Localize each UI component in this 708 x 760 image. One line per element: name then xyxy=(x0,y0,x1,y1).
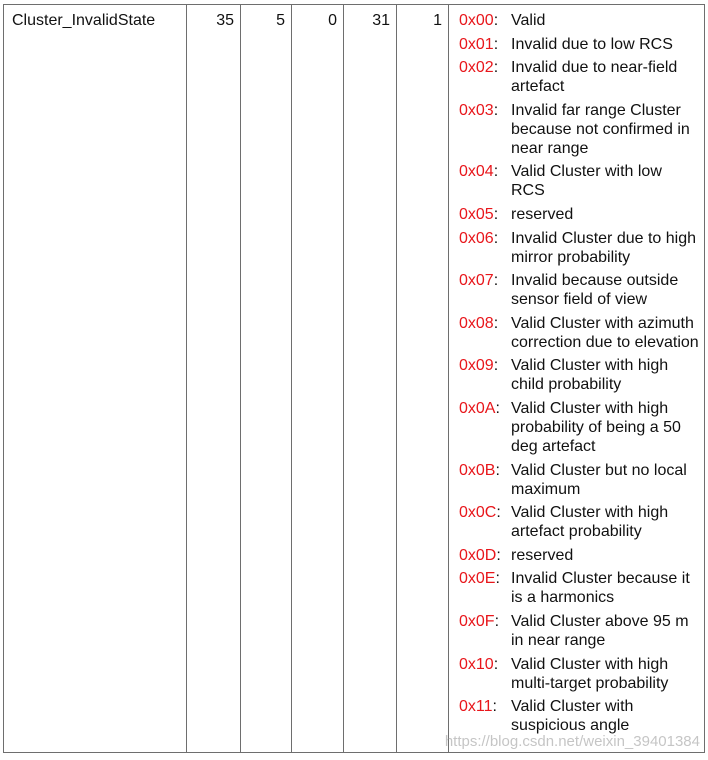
col-value-4: 31 xyxy=(344,5,397,753)
value-descriptions xyxy=(449,5,705,753)
value-desc: Invalid due to near-field artefact xyxy=(511,59,678,96)
value-entry: 0x03: Invalid far range Cluster because not confirmed in near range xyxy=(459,101,700,158)
value-desc: Valid Cluster above 95 m in near range xyxy=(511,612,689,649)
value-desc: Invalid because outside sensor field of view xyxy=(511,272,679,309)
value-entry: 0x0A: Valid Cluster with high probability of being a 50 deg artefact xyxy=(459,399,700,456)
value-entry: 0x06: Invalid Cluster due to high mirror probability xyxy=(459,229,700,267)
value-desc: Valid Cluster with suspicious angle xyxy=(511,698,634,735)
value-entry: 0x0D: reserved xyxy=(459,546,700,565)
value-entry: 0x02: Invalid due to near-field artefact xyxy=(459,58,700,96)
value-entry: 0x10: Valid Cluster with high multi-target probability xyxy=(459,655,700,693)
value-entry: 0x0B: Valid Cluster but no local maximum xyxy=(459,461,700,499)
col-value-2: 5 xyxy=(241,5,292,753)
value-desc: Valid xyxy=(511,12,546,29)
value-entry: 0x01: Invalid due to low RCS xyxy=(459,35,700,54)
col-value-1: 35 xyxy=(187,5,241,753)
value-desc: Invalid Cluster due to high mirror probability xyxy=(511,229,696,266)
col-value-5: 1 xyxy=(397,5,449,753)
value-entry: 0x0C: Valid Cluster with high artefact probability xyxy=(459,503,700,541)
value-code: 0x02 xyxy=(459,59,494,77)
value-code: 0x06 xyxy=(459,229,494,247)
value-desc: Valid Cluster with azimuth correction due to elevation xyxy=(511,314,699,351)
value-code: 0x0F xyxy=(459,612,495,630)
value-code: 0x0B xyxy=(459,461,496,479)
value-code: 0x0D xyxy=(459,546,497,564)
value-code: 0x03 xyxy=(459,101,494,119)
value-entry: 0x09: Valid Cluster with high child probability xyxy=(459,356,700,394)
value-desc: Valid Cluster with low RCS xyxy=(511,163,662,200)
value-code: 0x0E xyxy=(459,570,496,588)
value-entry: 0x00: Valid xyxy=(459,11,700,30)
table-row xyxy=(4,5,705,753)
value-code: 0x04 xyxy=(459,163,494,181)
value-code: 0x05 xyxy=(459,205,494,223)
value-entry: 0x04: Valid Cluster with low RCS xyxy=(459,162,700,200)
value-desc: Valid Cluster with high probability of being a 50 deg artefact xyxy=(511,399,681,455)
value-desc: reserved xyxy=(511,546,574,564)
value-code: 0x11 xyxy=(459,698,493,716)
signal-name: Cluster_InvalidState xyxy=(4,5,187,753)
value-code: 0x10 xyxy=(459,655,494,673)
value-desc: Valid Cluster with high artefact probability xyxy=(511,504,669,541)
value-entry: 0x0F: Valid Cluster above 95 m in near range xyxy=(459,612,700,650)
value-desc: Invalid Cluster because it is a harmonics xyxy=(511,570,690,607)
value-desc: Valid Cluster but no local maximum xyxy=(511,461,687,498)
value-code: 0x09 xyxy=(459,357,494,375)
signal-table xyxy=(3,4,705,753)
col-value-3: 0 xyxy=(292,5,344,753)
value-desc: Valid Cluster with high child probability xyxy=(511,357,669,394)
value-entry: 0x08: Valid Cluster with azimuth correction due to elevation xyxy=(459,314,699,351)
value-entry: 0x0E: Invalid Cluster because it is a harmonics xyxy=(459,569,700,607)
value-code: 0x01 xyxy=(459,35,494,53)
value-entry: 0x07: Invalid because outside sensor field of view xyxy=(459,271,700,309)
watermark: https://blog.csdn.net/weixin_39401384 xyxy=(444,733,700,750)
value-desc: Invalid due to low RCS xyxy=(511,35,673,53)
value-entry: 0x05: reserved xyxy=(459,205,700,224)
value-entry: 0x11: Valid Cluster with suspicious angle xyxy=(459,697,700,735)
value-code: 0x07 xyxy=(459,272,494,290)
value-code: 0x08 xyxy=(459,314,494,332)
value-code: 0x0A xyxy=(459,399,496,417)
value-desc: reserved xyxy=(511,205,574,223)
value-code: 0x00 xyxy=(459,12,494,29)
value-desc: Valid Cluster with high multi-target probability xyxy=(511,655,669,692)
value-code: 0x0C xyxy=(459,504,497,522)
value-desc: Invalid far range Cluster because not confirmed in near range xyxy=(511,101,690,157)
